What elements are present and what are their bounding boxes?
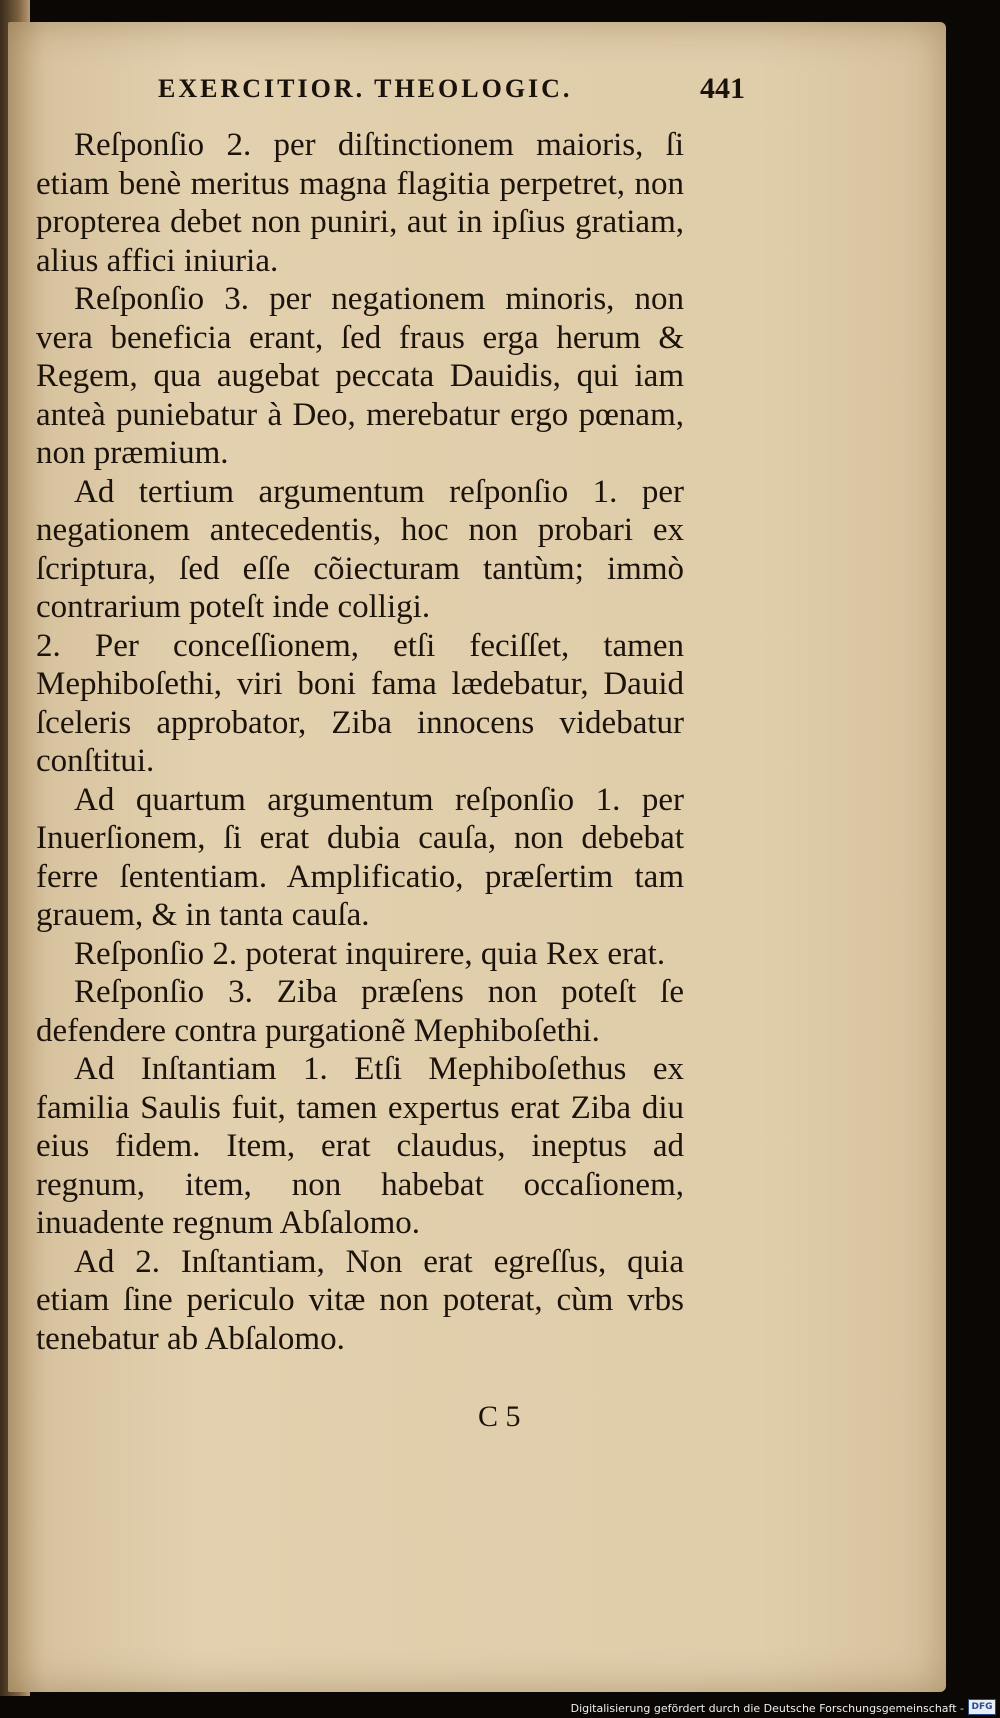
footer-bar [0, 1696, 1000, 1718]
paragraph: Ad quartum argumentum reſponſio 1. per Inuerſionem, ſi erat dubia cauſa, non debebat ferre ſententiam. Amplificatio, præſertim tam grauem, & in tanta cauſa. [36, 781, 684, 933]
paragraph: Reſponſio 2. per diſtinctionem maioris, ſi etiam benè meritus magna flagitia perpetret, non propterea debet non puniri, aut in ipſius gratiam, alius affici iniuria. [36, 127, 684, 279]
body-text [36, 126, 684, 1358]
paragraph: 2. Per conceſſionem, etſi feciſſet, tamen Mephiboſethi, viri boni fama lædebatur, Dauid ſceleris approbator, Ziba innocens videbatur conſtitui. [36, 627, 684, 779]
book-page [8, 22, 946, 1692]
paragraph: Reſponſio 3. per negationem minoris, non vera beneficia erant, ſed fraus erga herum & Regem, qua augebat peccata Dauidis, qui iam anteà puniebatur à Deo, merebatur ergo pœnam, non præmium. [36, 281, 684, 471]
paragraph: Ad 2. Inſtantiam, Non erat egreſſus, quia etiam ſine periculo vitæ non poterat, cùm vrbs tenebatur ab Abſalomo. [36, 1243, 684, 1357]
paragraph: Ad tertium argumentum reſponſio 1. per negationem antecedentis, hoc non probari ex ſcriptura, ſed eſſe cõiecturam tantùm; immò contrarium poteſt inde colligi. [36, 473, 684, 625]
paragraph: Reſponſio 2. poterat inquirere, quia Rex erat. [74, 935, 666, 972]
digitization-credit: Digitalisierung gefördert durch die Deutsche Forschungsgemeinschaft - [570, 1702, 964, 1715]
dfg-logo: DFG [968, 1699, 996, 1715]
signature-mark: C 5 [478, 1400, 521, 1433]
running-title: EXERCITIOR. THEOLOGIC. [158, 74, 573, 103]
paragraph: Reſponſio 3. Ziba præſens non poteſt ſe defendere contra purgationẽ Mephiboſethi. [36, 974, 684, 1049]
paragraph: Ad Inſtantiam 1. Etſi Mephiboſethus ex familia Saulis fuit, tamen expertus erat Ziba diu eius fidem. Item, erat claudus, ineptus ad regnum, item, non habebat occaſionem, inuadente regnum Abſalomo. [36, 1051, 684, 1241]
page-number: 441 [700, 72, 745, 105]
